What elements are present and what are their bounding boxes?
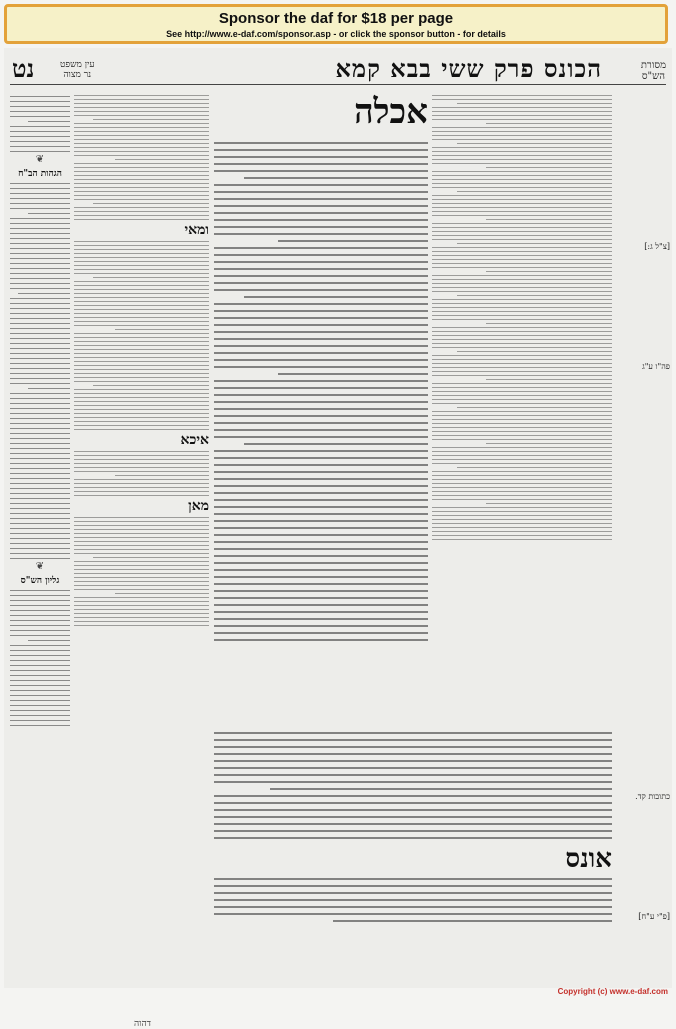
header-margin-left: עין משפט נר מצוה [60, 60, 95, 80]
right-margin-notes [616, 92, 670, 942]
header-margin-right: מסורת הש"ס [640, 60, 666, 82]
page-header [4, 54, 672, 84]
margin-note: [פ"י ע"ח] [638, 912, 670, 921]
section-divider-ornament: ❦ [35, 561, 45, 572]
rashi-word-vemai: ומאי [184, 222, 209, 238]
gemara-column [214, 138, 428, 718]
rashi-word-man: מאן [188, 498, 209, 514]
page-number: נט [12, 54, 35, 83]
header-rule [10, 84, 666, 85]
margin-note: פה"ו ע"ג [642, 362, 670, 371]
gilyon-hashas-title: גליון הש"ס [20, 576, 60, 586]
rashi-word-ika: איכא [180, 432, 209, 448]
copyright-link[interactable]: Copyright (c) www.e-daf.com [557, 987, 668, 996]
section-divider-ornament: ❦ [35, 154, 45, 165]
gemara-wide-section [214, 728, 612, 938]
hagahot-habach-title: הגהות הב"ח [18, 169, 62, 179]
gemara-word-bottom: אונס [565, 844, 612, 874]
gemara-opening-word: אכלה [354, 92, 428, 132]
page-title: הכונס פרק ששי בבא קמא [335, 54, 602, 83]
sponsor-subtitle[interactable]: See http://www.e-daf.com/sponsor.asp - or click the sponsor button - for details [166, 29, 506, 39]
sponsor-banner[interactable] [4, 4, 668, 44]
catchword: דהוה [134, 1019, 151, 1029]
left-margin-notes [10, 92, 70, 942]
rashi-column [74, 92, 209, 942]
margin-note: כתובות קד. [635, 792, 670, 801]
sponsor-title[interactable]: Sponsor the daf for $18 per page [218, 10, 454, 27]
margin-note: [צ"ל ג:] [644, 242, 670, 251]
